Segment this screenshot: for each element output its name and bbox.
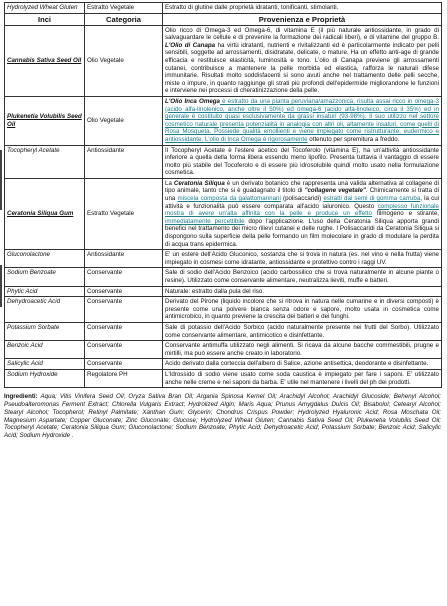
ingredient-category: Conservante	[85, 322, 163, 340]
ingredient-name: Cannabis Sativa Seed Oil	[7, 56, 82, 64]
margin-marker	[0, 265, 2, 307]
table-row	[5, 3, 442, 14]
ingredient-description: Sale di potassio dell'Acido Sorbico (acido naturalmente presente nei frutti del Sorbo). Utilizzato come conservante alimentare, antimicotico e disinfettante.	[163, 322, 442, 340]
ingredient-name: Phytic Acid	[5, 286, 85, 297]
header-categoria: Categoria	[85, 13, 163, 25]
ingredient-name: Ceratonia Siliqua Gum	[7, 210, 74, 218]
ingredient-category: Conservante	[85, 297, 163, 323]
ingredient-name: Hydrolyzed Wheat Gluten	[5, 3, 85, 14]
ingredient-name: Sodium Benzoate	[5, 268, 85, 286]
header-inci: Inci	[5, 13, 85, 25]
ingredient-category: Estratto Vegetale	[85, 178, 163, 249]
ingredient-description: Conservante antimuffa utilizzato negli alimenti. Si ricava da alcune bacche commestibili, prugne e mirtilli, ma può essere anche creato in laboratorio.	[163, 341, 442, 359]
ingredient-description: L'Idrossido di sodio viene usato come soda caustica è impiegato per fare i saponi. E' utilizzato anche nelle creme e nei saponi da barba. E' utile nel mantenere i livelli del ph dei prodotti.	[163, 369, 442, 387]
ingredient-description: Acido derivato dalla corteccia dell'albero di Salice, azione antisettica, deodorante e disinfettante.	[163, 359, 442, 370]
ingredient-description: Olio ricco di Omega-3 ed Omega-6, di vitamina E (il più naturale antiossidante, in grado di salvaguardare le cellule e di prevenire la formazione dei radicali liberi), e di vitamine del gruppo B. L'Olio di Canapa ha virtù idratanti, nutrienti e rivitalizzanti ed è particolarmente indicato per pelli sensibili, soggette ad arrossamenti, disidratate, delicate, o mature. Ha un effetto anti-age di grande efficacia e restituisce elasticità, luminosità e tono. L'olio di Canapa previene gli arrossamenti cutanei, contribuisce a mantenere la pelle morbida ed elastica, rafforza le naturali difese immunitarie. Risultati molto soddisfacenti si sono avuti anche nel trattamento delle pelli secche, miste o impure, in quanto raggiunge gli strati più profondi dell'epidermide migliorandone le funzioni e interviene nei processi di cheratinizzazione della pelle.	[163, 25, 442, 96]
ingredients-label: Ingredienti:	[4, 393, 38, 401]
ingredient-name: Gluconolactone	[5, 250, 85, 268]
ingredients-list	[4, 393, 441, 440]
table-row	[5, 145, 442, 178]
table-row	[5, 286, 442, 297]
table-header-row	[5, 13, 442, 25]
table-row	[5, 178, 442, 249]
table-row	[5, 25, 442, 96]
ingredient-name: Sodium Hydroxide	[5, 369, 85, 387]
table-row	[5, 268, 442, 286]
ingredient-name: Tocopheryl Acetate	[5, 145, 85, 178]
ingredient-category: Conservante	[85, 341, 163, 359]
table-row	[5, 250, 442, 268]
ingredient-name-cell	[5, 25, 85, 96]
margin-marker	[0, 150, 2, 210]
ingredient-category: Regolatore PH	[85, 369, 163, 387]
ingredient-name: Dehydroacetic Acid	[5, 297, 85, 323]
ingredient-category: Antiossidante	[85, 145, 163, 178]
table-row	[5, 341, 442, 359]
ingredient-description: Naturale: estratto dalla pula del riso.	[163, 286, 442, 297]
table-row	[5, 297, 442, 323]
table-row	[5, 322, 442, 340]
table-row	[5, 96, 442, 145]
ingredient-description: E' un estere dell'Acido Gluconico, sostanza che si trova in natura (es. nel vino e nella frutta) viene impiegato in cosmesi come idratante, antiossidante e protettivo contro i raggi UV.	[163, 250, 442, 268]
table-row	[5, 359, 442, 370]
ingredients-text: Aqua; Vitis Vinifera Seed Oil; Oryza Sativa Bran Oil; Argania Spinosa Kernel Oil; Arachidyl Alcohol; Arachidyl Glucoside; Behenyl Alcohol; Pseudoalteromonas Ferment Extract; Chlorella Vulgaris Extract; Hydrolized Algin; Maris Aqua; Prunus Amygdalus Dulcis Oil; Bisabolol; Cetearyl Alcohol; Stearyl Alcohol; Tocopherol; Retinyl Palmitate; Xanthan Gum; Glycerin; Chondrus Crispus Powder; Hydrolyzed Hyaluronic Acid; Rosa Moschata Oil; Magnesium Aspartate; Copper Gluconate; Zinc Gluconate; Glucose; Hydrolyzed Wheat Gluten; Cannabis Sativa Seed Oil; Plukenetia Volubilis Seed Oil; Tocopheryl Acetate; Ceratonia Siliqua Gum; Gluconolactone; Sodium Benzoate; Phytic Acid; Dehydroacetic Acid; Potassium Sorbate; Benzoic Acid; Salicylic Acid; Sodium Hydroxide .	[4, 393, 441, 440]
header-provenienza: Provenienza e Proprietà	[163, 13, 442, 25]
ingredient-name: Benzoic Acid	[5, 341, 85, 359]
ingredient-category: Estratto Vegetale	[85, 3, 163, 14]
ingredient-name-cell	[5, 96, 85, 145]
ingredient-name-cell	[5, 178, 85, 249]
ingredient-category: Olio Vegetale	[85, 96, 163, 145]
ingredient-category: Antiossidante	[85, 250, 163, 268]
ingredients-table	[4, 2, 442, 388]
ingredient-name: Plukenetia Volubilis Seed Oil	[7, 113, 82, 128]
ingredient-description: Il Tocopheryl Acetate è l'estere acetico del Tocoferolo (vitamina E), ha un'attività antiossidante inferiore a quella della forma libera essendo meno lipofilo. Presenta tuttavia il vantaggio di essere molto più stabile del Tocoferolo e di essere più idrosolubile quindi molto usato nella formulazione cosmetica.	[163, 145, 442, 178]
ingredient-description: Sale di sodio dell'Acido Benzoico (acido carbossilico che si trova naturalmente in alcune piante o resine). Utilizzato come conservante alimentare, neutralizza lieviti, muffe e batteri.	[163, 268, 442, 286]
ingredient-description: Estratto di glutine dalle proprietà idratanti, tonificanti, stimolanti.	[163, 3, 442, 14]
ingredient-category: Conservante	[85, 359, 163, 370]
ingredient-description: Derivato del Pirone (liquido incolore che si ritrova in natura nelle cumarine e in diversi composti) è presente come una polvere bianca senza odore e sapore, molto usata in cosmetica come antimicrobico, in quanto previene la crescita dei batteri e dei funghi.	[163, 297, 442, 323]
ingredient-name: Potassium Sorbate	[5, 322, 85, 340]
ingredient-category: Olio Vegetale	[85, 25, 163, 96]
ingredient-description: La Ceratonia Siliqua è un derivato botanico che rappresenta una valida alternativa al collagene di tipo animale, tanto che si è guadagnato il titolo di "collagene vegetale". Chimicamente si tratta di una miscela composta da galattomannani (polisaccaridi) estratti dai semi di gomma carruba, la cui attività e funzionalità può essere comparata all'acido ialuronico. Questo complesso funzionale mostra di avere un'alta affinità con la pelle e produce un effetto filmogeno e stirante, immediatamente percettibile dopo l'applicazione. L'uso della Ceratonia Siliqua apporta grandi benefici nel trattamento dei micro rilievi cutanei e delle rughe. I Polisaccaridi da Ceratonia Siliqua si dispongono sulla superficie della pelle formando un film molecolare in grado di modulare la perdita di acqua trans epidermica.	[163, 178, 442, 249]
table-row	[5, 369, 442, 387]
ingredient-category: Conservante	[85, 286, 163, 297]
ingredient-name: Salicylic Acid	[5, 359, 85, 370]
ingredient-category: Conservante	[85, 268, 163, 286]
ingredient-description: L'Olio Inca Omega è estratto da una pianta peruviana/amazzonica, risulta assai ricco in omega-3 (acido alfa-linolenico, anche oltre il 50%) ed omega-6 (acido alfa-linoleico, circa il 35%) ed in generale è costituito quasi esclusivamente da grassi insaturi (93-98%). Il suo utilizzo nel settore cosmetico naturale presenta potenzialità in analogia con altri oli, altamente insaturi, come quelli di Rosa Mosqueta. Possiede qualità emollienti e viene impiegato come ristrutturante, eudermico e antiossidante. L'olio di Inca Omega è rigorosamente ottenuto per spremitura a freddo.	[163, 96, 442, 145]
